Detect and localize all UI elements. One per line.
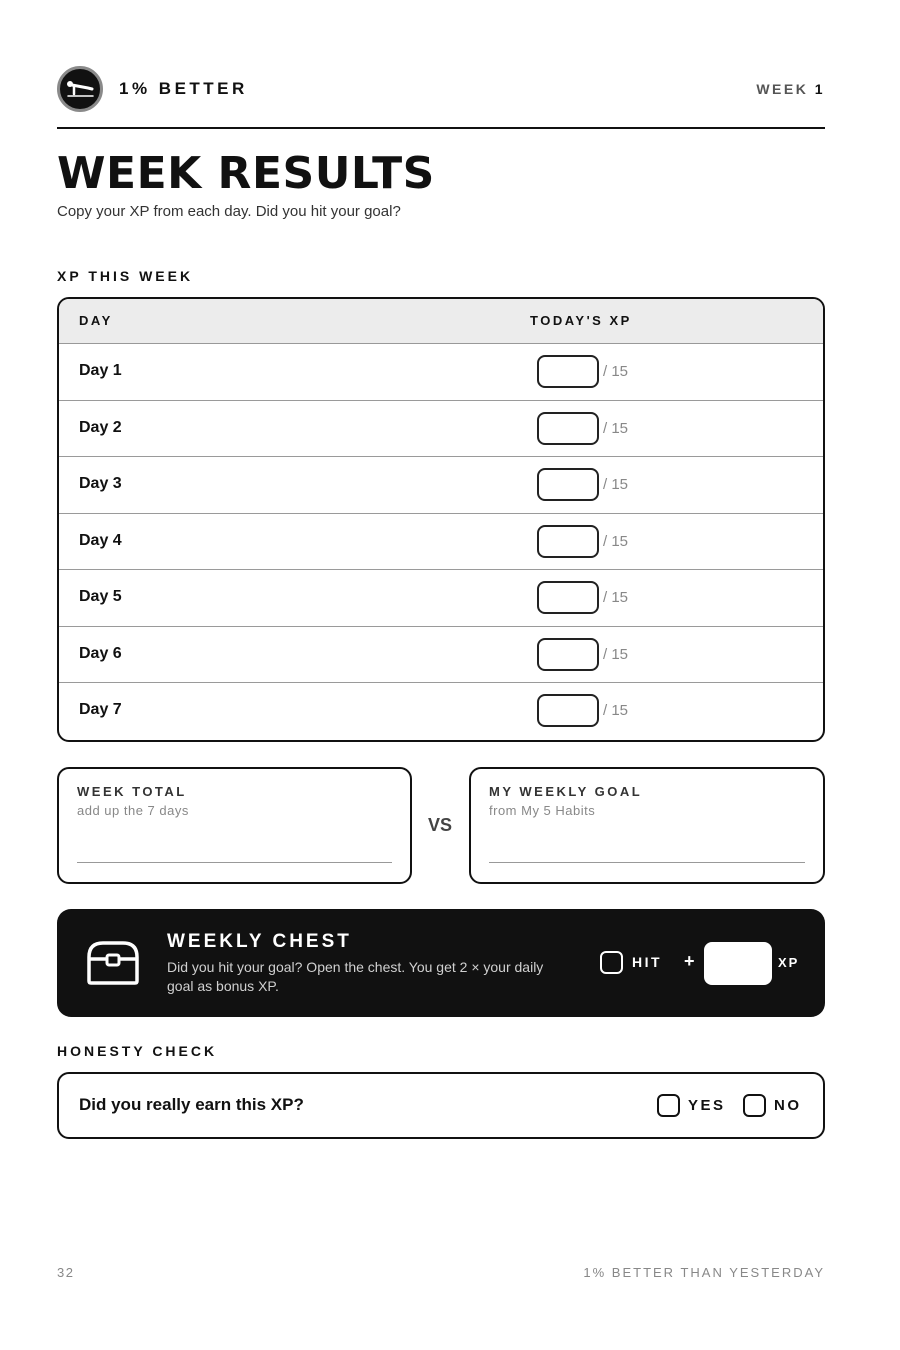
page-subtitle: Copy your XP from each day. Did you hit your goal? (57, 203, 401, 220)
week-number: 1 (814, 81, 825, 97)
day-label: Day 5 (79, 588, 122, 605)
bonus-xp-input-box[interactable] (704, 942, 772, 985)
xp-max: / 15 (603, 645, 629, 663)
xp-input-box[interactable] (537, 355, 599, 388)
xp-max: / 15 (603, 702, 629, 719)
xp-max: / 15 (603, 419, 629, 437)
honesty-section-label: HONESTY CHECK (57, 1043, 218, 1059)
xp-input-box[interactable] (537, 468, 599, 501)
no-checkbox[interactable] (743, 1094, 766, 1117)
weekly-goal-write-line[interactable] (489, 862, 805, 863)
table-row (59, 627, 823, 684)
honesty-question: Did you really earn this XP? (79, 1095, 304, 1114)
table-row (59, 457, 823, 514)
footer-tagline: 1% BETTER THAN YESTERDAY (583, 1265, 825, 1280)
table-row (59, 344, 823, 401)
xp-max: / 15 (603, 589, 629, 606)
xp-max: / 15 (603, 476, 629, 493)
weekly-goal-hint: from My 5 Habits (489, 803, 596, 818)
day-label: Day 6 (79, 644, 122, 662)
xp-input-box[interactable] (537, 694, 599, 727)
chest-description: Did you hit your goal? Open the chest. You get 2 × your daily goal as bonus XP. (167, 959, 544, 994)
xp-table-header (59, 299, 823, 344)
week-total-card (57, 767, 412, 884)
weekly-chest-banner (57, 909, 825, 1017)
hit-checkbox[interactable] (600, 951, 623, 974)
page-header (57, 66, 825, 116)
no-label: NO (774, 1097, 802, 1114)
brand-name: 1% BETTER (119, 79, 248, 98)
weekly-goal-card (469, 767, 825, 884)
chest-title: WEEKLY CHEST (167, 931, 352, 952)
day-label: Day 1 (79, 362, 122, 379)
table-row (59, 401, 823, 458)
yes-checkbox[interactable] (657, 1094, 680, 1117)
week-total-hint: add up the 7 days (77, 803, 189, 818)
honesty-check-card (57, 1072, 825, 1139)
hit-label: HIT (632, 954, 663, 970)
weekly-goal-title: MY WEEKLY GOAL (489, 784, 643, 799)
header-divider (57, 127, 825, 129)
xp-input-box[interactable] (537, 638, 599, 671)
week-total-write-line[interactable] (77, 862, 392, 863)
vs-label: VS (428, 815, 453, 835)
xp-table (57, 297, 825, 742)
yes-label: YES (688, 1097, 726, 1114)
xp-input-box[interactable] (537, 581, 599, 614)
day-label: Day 3 (79, 475, 122, 492)
xp-max: / 15 (603, 532, 629, 550)
column-header-day: DAY (79, 313, 113, 328)
xp-section-label: XP THIS WEEK (57, 268, 194, 284)
day-label: Day 2 (79, 418, 122, 436)
pushup-logo-icon (57, 66, 103, 112)
table-row (59, 570, 823, 627)
xp-max: / 15 (603, 363, 629, 380)
table-row (59, 514, 823, 571)
week-indicator (756, 81, 825, 97)
xp-input-box[interactable] (537, 412, 599, 445)
week-total-title: WEEK TOTAL (77, 784, 187, 799)
table-row (59, 683, 823, 740)
day-label: Day 7 (79, 701, 122, 718)
week-prefix: WEEK (756, 81, 809, 97)
plus-sign: + (684, 951, 695, 971)
bonus-xp-label: XP (778, 955, 800, 970)
xp-input-box[interactable] (537, 525, 599, 558)
day-label: Day 4 (79, 531, 122, 549)
page-title: WEEK RESULTS (57, 148, 435, 199)
column-header-xp: TODAY'S XP (530, 313, 632, 328)
page-number: 32 (57, 1265, 75, 1280)
treasure-chest-icon (85, 939, 141, 992)
